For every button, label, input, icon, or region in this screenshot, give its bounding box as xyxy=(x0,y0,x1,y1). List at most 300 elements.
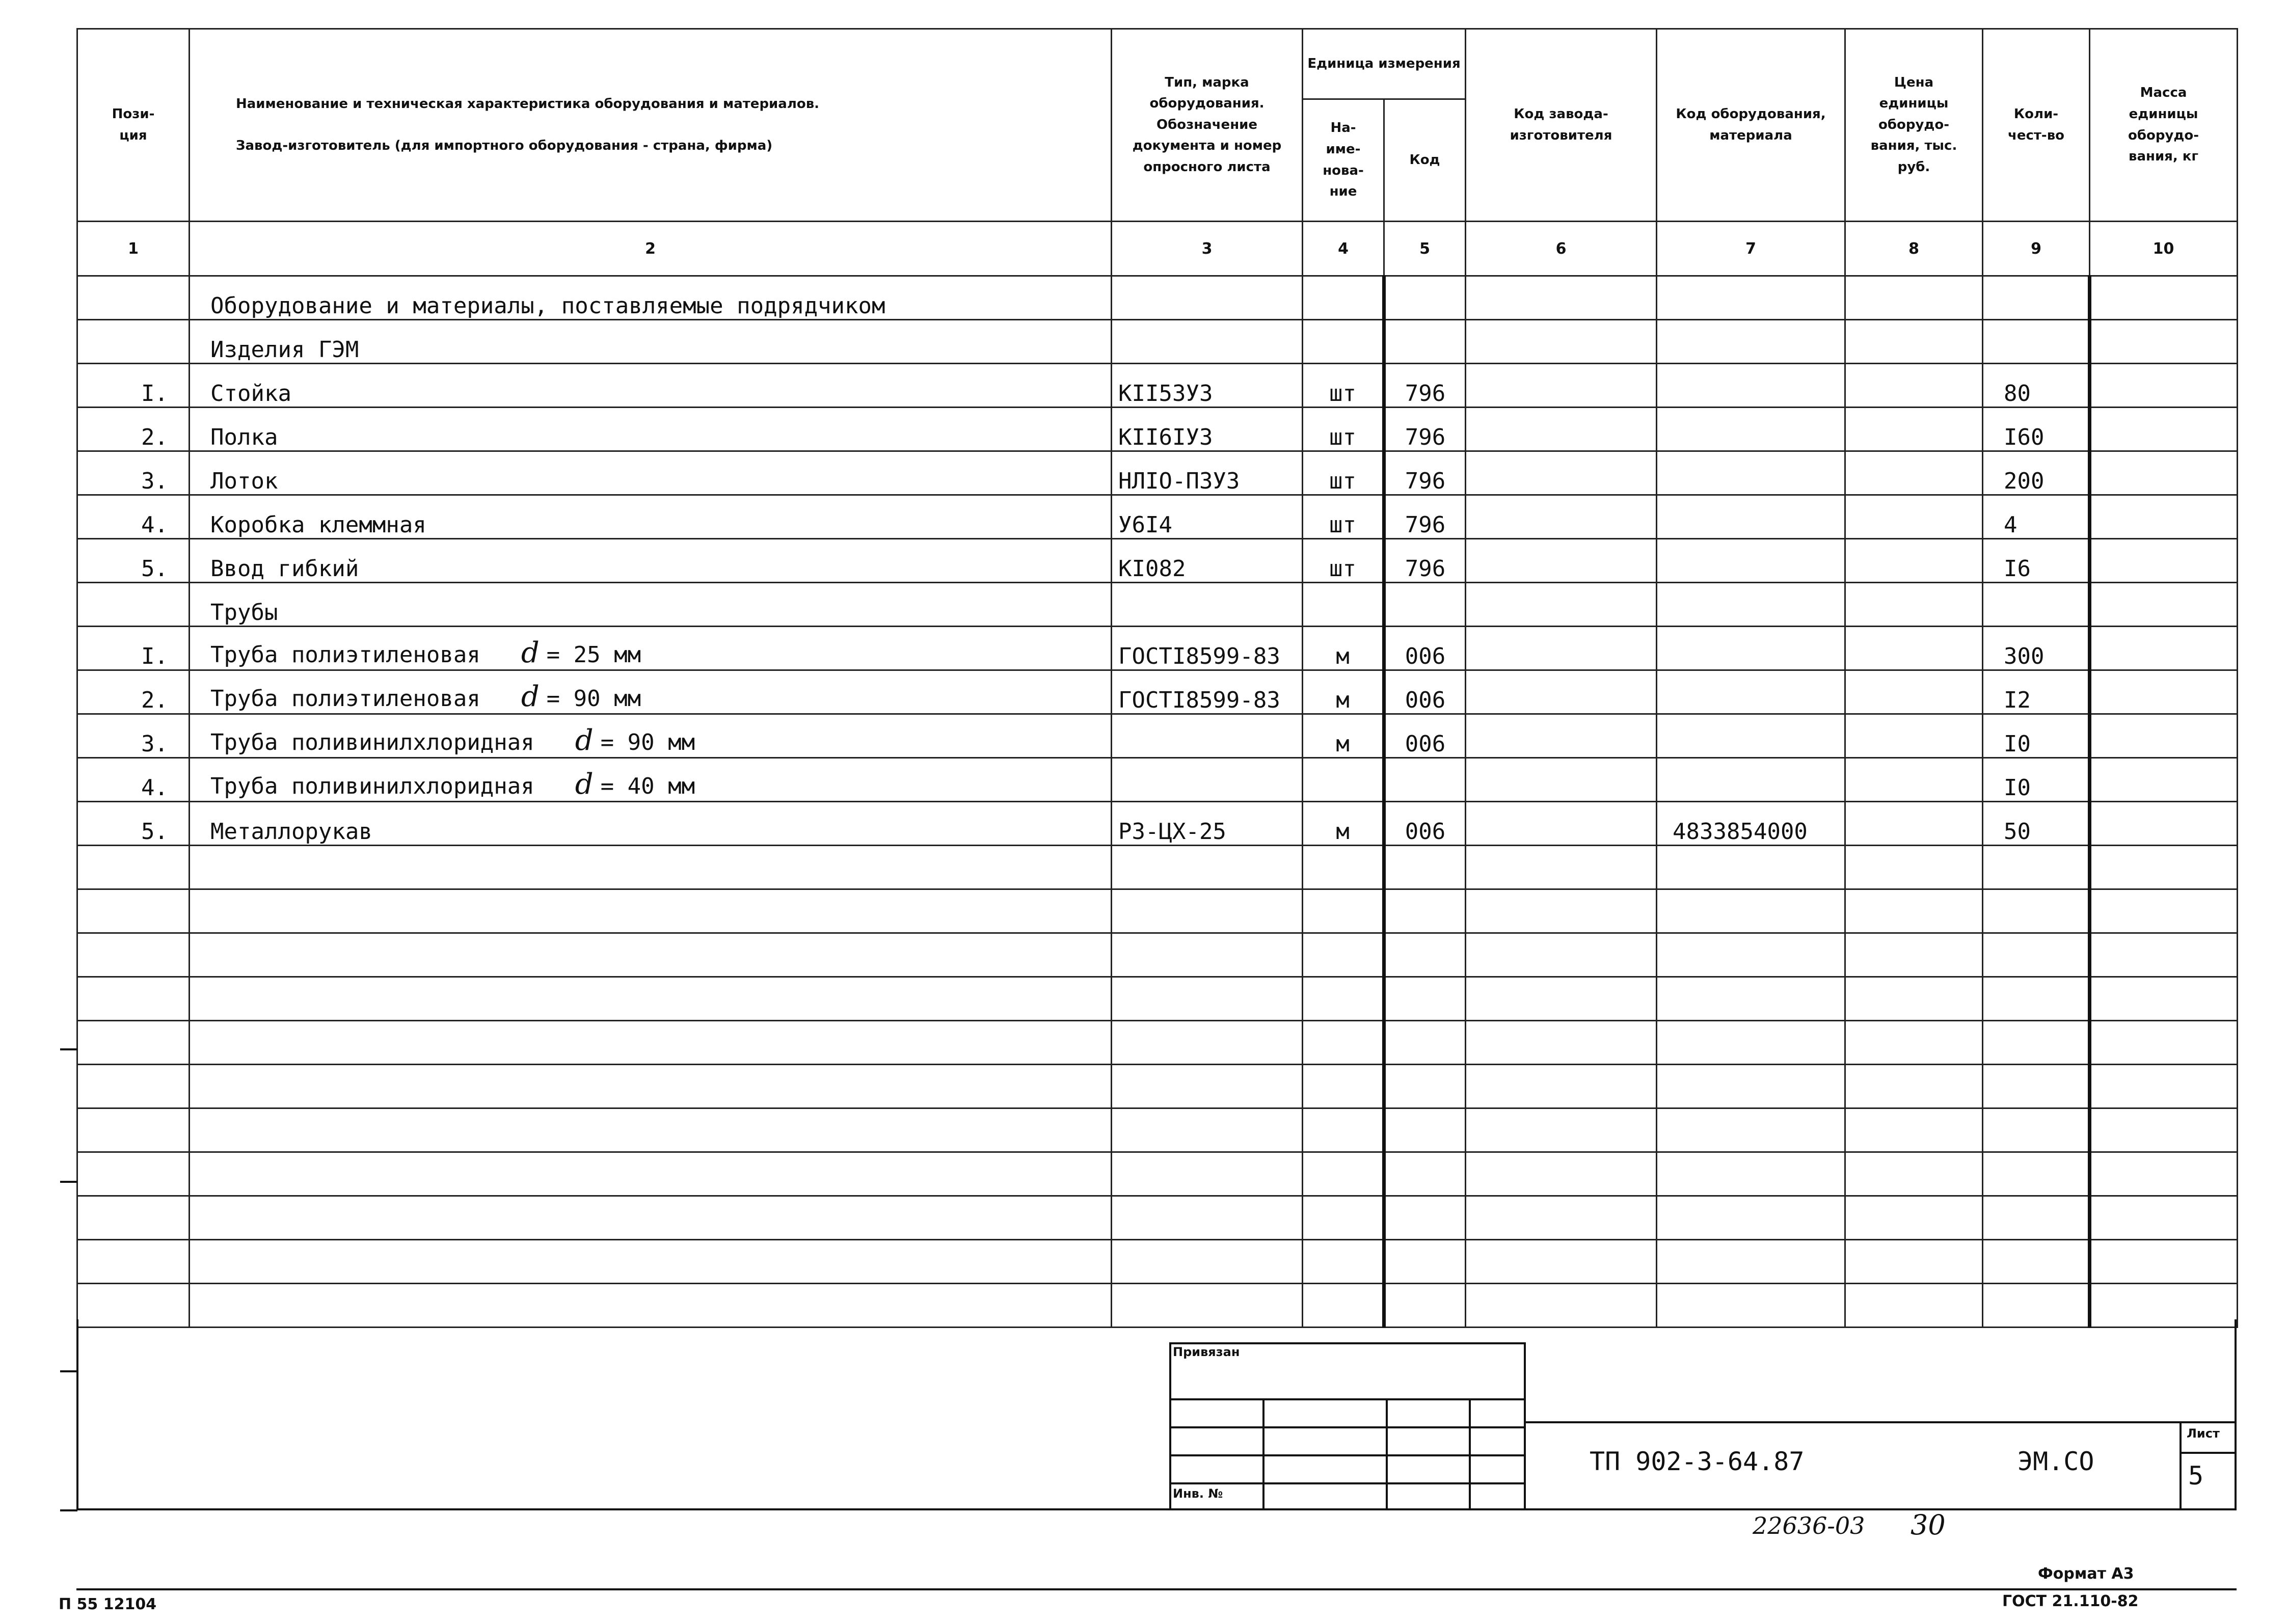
row-name xyxy=(190,364,1112,408)
header-name: Наименование и техническая характеристика оборудования и материалов. Завод-изготовитель (для импортного оборудования - страна, фирма) xyxy=(190,29,1112,222)
empty-cell xyxy=(190,977,1112,1021)
row-type xyxy=(1112,583,1303,627)
empty-cell xyxy=(1303,1021,1384,1065)
row-mass xyxy=(2090,714,2238,758)
empty-cell xyxy=(2090,1196,2238,1240)
row-type: ГОСТI8599-83 xyxy=(1112,670,1303,714)
row-mass xyxy=(2090,451,2238,495)
row-maker-code xyxy=(1466,320,1657,364)
row-unit-code: 006 xyxy=(1384,670,1466,714)
table-row xyxy=(77,714,2238,758)
item-name: Полка xyxy=(210,424,278,450)
empty-cell xyxy=(190,1240,1112,1284)
row-position: 5. xyxy=(77,802,190,846)
stamp-line xyxy=(1169,1482,1526,1484)
item-name: Лоток xyxy=(210,468,278,494)
empty-cell xyxy=(1112,1152,1303,1196)
row-mass xyxy=(2090,364,2238,408)
col-number: 9 xyxy=(1983,222,2090,276)
row-position: 4. xyxy=(77,495,190,539)
empty-cell xyxy=(1384,889,1466,933)
empty-cell xyxy=(2090,933,2238,977)
header-type: Тип, марка оборудования. Обозначение документа и номер опросного листа xyxy=(1112,29,1303,222)
empty-cell xyxy=(1657,1108,1845,1152)
col-number: 3 xyxy=(1112,222,1303,276)
margin-tick xyxy=(60,1370,77,1372)
row-equipment-code xyxy=(1657,583,1845,627)
margin-tick xyxy=(60,1509,77,1511)
table-row xyxy=(77,276,2238,320)
empty-row xyxy=(77,1065,2238,1108)
table-row xyxy=(77,627,2238,670)
empty-cell xyxy=(190,933,1112,977)
empty-cell xyxy=(1303,1065,1384,1108)
empty-cell xyxy=(77,846,190,889)
empty-cell xyxy=(1384,933,1466,977)
item-name: Труба полиэтиленовая xyxy=(210,642,480,668)
row-maker-code xyxy=(1466,627,1657,670)
stamp-line xyxy=(1469,1398,1471,1510)
row-price xyxy=(1845,408,1983,451)
row-price xyxy=(1845,320,1983,364)
row-equipment-code xyxy=(1657,451,1845,495)
row-price xyxy=(1845,670,1983,714)
row-unit-code: 796 xyxy=(1384,539,1466,583)
row-type: НЛIО-П3У3 xyxy=(1112,451,1303,495)
stamp-line xyxy=(1169,1426,1526,1428)
row-maker-code xyxy=(1466,714,1657,758)
table-row xyxy=(77,451,2238,495)
empty-cell xyxy=(1466,1021,1657,1065)
row-position: 2. xyxy=(77,670,190,714)
empty-cell xyxy=(1845,1108,1983,1152)
empty-row xyxy=(77,1021,2238,1065)
row-quantity: I2 xyxy=(1983,670,2090,714)
col-number: 10 xyxy=(2090,222,2238,276)
row-quantity: I0 xyxy=(1983,758,2090,802)
row-equipment-code xyxy=(1657,714,1845,758)
diameter-value: = 40 мм xyxy=(600,773,695,799)
empty-cell xyxy=(1983,977,2090,1021)
row-unit xyxy=(1303,583,1384,627)
row-equipment-code xyxy=(1657,364,1845,408)
empty-cell xyxy=(1303,889,1384,933)
empty-row xyxy=(77,1196,2238,1240)
stamp-line xyxy=(1262,1398,1264,1510)
empty-cell xyxy=(1384,1152,1466,1196)
row-price xyxy=(1845,451,1983,495)
diameter-value: = 25 мм xyxy=(546,642,641,668)
sheet-number: 5 xyxy=(2188,1461,2204,1491)
col-number: 1 xyxy=(77,222,190,276)
row-price xyxy=(1845,802,1983,846)
empty-cell xyxy=(77,1021,190,1065)
item-name: Труба поливинилхлоридная xyxy=(210,729,534,755)
row-name xyxy=(190,583,1112,627)
col-number: 5 xyxy=(1384,222,1466,276)
row-type: КII6IУ3 xyxy=(1112,408,1303,451)
empty-cell xyxy=(1657,977,1845,1021)
empty-cell xyxy=(1112,1240,1303,1284)
row-price xyxy=(1845,714,1983,758)
row-quantity: I0 xyxy=(1983,714,2090,758)
col-number: 8 xyxy=(1845,222,1983,276)
empty-cell xyxy=(1112,1108,1303,1152)
empty-row xyxy=(77,889,2238,933)
item-name: Трубы xyxy=(210,600,278,626)
document-number: ТП 902-3-64.87 xyxy=(1590,1447,1805,1476)
stamp-line xyxy=(1169,1398,1526,1400)
diameter-symbol: d xyxy=(575,768,594,801)
empty-cell xyxy=(1303,1152,1384,1196)
row-name xyxy=(190,408,1112,451)
empty-cell xyxy=(1303,933,1384,977)
footer-line xyxy=(76,1588,2237,1590)
handwritten-order: 22636-03 xyxy=(1753,1512,1865,1539)
empty-cell xyxy=(1983,1108,2090,1152)
empty-cell xyxy=(77,1240,190,1284)
col-number: 7 xyxy=(1657,222,1845,276)
stamp-line xyxy=(1169,1454,1526,1456)
row-position xyxy=(77,276,190,320)
empty-cell xyxy=(190,846,1112,889)
table-row xyxy=(77,408,2238,451)
header-maker-code: Код завода-изготовителя xyxy=(1466,29,1657,222)
empty-cell xyxy=(1112,846,1303,889)
table-row xyxy=(77,758,2238,802)
item-name: Ввод гибкий xyxy=(210,556,359,582)
empty-row xyxy=(77,1152,2238,1196)
empty-cell xyxy=(190,1021,1112,1065)
row-mass xyxy=(2090,495,2238,539)
row-unit-code xyxy=(1384,276,1466,320)
empty-cell xyxy=(1657,846,1845,889)
empty-cell xyxy=(77,1196,190,1240)
row-quantity xyxy=(1983,320,2090,364)
row-unit-code: 796 xyxy=(1384,451,1466,495)
row-name xyxy=(190,495,1112,539)
row-maker-code xyxy=(1466,495,1657,539)
empty-cell xyxy=(1303,1108,1384,1152)
row-equipment-code: 4833854000 xyxy=(1657,802,1845,846)
empty-cell xyxy=(1845,1021,1983,1065)
row-position: I. xyxy=(77,364,190,408)
row-name xyxy=(190,670,1112,714)
row-equipment-code xyxy=(1657,539,1845,583)
item-name: Стойка xyxy=(210,381,291,407)
margin-tick xyxy=(60,1181,77,1183)
empty-cell xyxy=(77,889,190,933)
row-unit-code: 006 xyxy=(1384,714,1466,758)
header-row xyxy=(77,29,2238,99)
header-unit-group: Единица измерения xyxy=(1303,29,1466,99)
row-name xyxy=(190,802,1112,846)
empty-cell xyxy=(1112,977,1303,1021)
empty-cell xyxy=(1466,1065,1657,1108)
row-unit: м xyxy=(1303,670,1384,714)
row-position: 2. xyxy=(77,408,190,451)
row-name xyxy=(190,276,1112,320)
row-quantity: 80 xyxy=(1983,364,2090,408)
row-equipment-code xyxy=(1657,320,1845,364)
row-maker-code xyxy=(1466,758,1657,802)
item-name: Коробка клеммная xyxy=(210,512,426,538)
diameter-symbol: d xyxy=(521,636,540,669)
row-unit: шт xyxy=(1303,451,1384,495)
empty-cell xyxy=(1845,933,1983,977)
row-unit: м xyxy=(1303,802,1384,846)
row-quantity: 4 xyxy=(1983,495,2090,539)
document-mark: ЭМ.СО xyxy=(2017,1447,2094,1476)
empty-cell xyxy=(190,1065,1112,1108)
empty-cell xyxy=(1657,889,1845,933)
empty-cell xyxy=(1112,1196,1303,1240)
row-maker-code xyxy=(1466,451,1657,495)
empty-cell xyxy=(190,889,1112,933)
row-name xyxy=(190,627,1112,670)
row-maker-code xyxy=(1466,364,1657,408)
empty-cell xyxy=(1983,1065,2090,1108)
header-quantity: Коли-чест-во xyxy=(1983,29,2090,222)
empty-cell xyxy=(1845,1240,1983,1284)
empty-cell xyxy=(1466,889,1657,933)
row-mass xyxy=(2090,276,2238,320)
specification-table xyxy=(76,28,2238,1328)
row-quantity: I6 xyxy=(1983,539,2090,583)
table-row xyxy=(77,495,2238,539)
column-number-row xyxy=(77,222,2238,276)
row-type xyxy=(1112,758,1303,802)
empty-cell xyxy=(1384,1196,1466,1240)
row-mass xyxy=(2090,627,2238,670)
empty-cell xyxy=(1384,1240,1466,1284)
inventory-label: Инв. № xyxy=(1173,1486,1223,1501)
row-mass xyxy=(2090,802,2238,846)
empty-cell xyxy=(190,1196,1112,1240)
row-position: 4. xyxy=(77,758,190,802)
empty-cell xyxy=(2090,889,2238,933)
empty-cell xyxy=(1845,1065,1983,1108)
row-equipment-code xyxy=(1657,495,1845,539)
table-row xyxy=(77,802,2238,846)
row-name xyxy=(190,714,1112,758)
empty-cell xyxy=(1466,1240,1657,1284)
row-maker-code xyxy=(1466,539,1657,583)
empty-cell xyxy=(1983,846,2090,889)
row-quantity: 300 xyxy=(1983,627,2090,670)
empty-cell xyxy=(1112,1021,1303,1065)
empty-cell xyxy=(1466,1108,1657,1152)
row-type: У6I4 xyxy=(1112,495,1303,539)
row-unit: шт xyxy=(1303,408,1384,451)
header-mass: Масса единицы оборудо-вания, кг xyxy=(2090,29,2238,222)
empty-cell xyxy=(1845,846,1983,889)
row-quantity: I60 xyxy=(1983,408,2090,451)
row-position xyxy=(77,320,190,364)
row-quantity xyxy=(1983,276,2090,320)
item-name: Труба поливинилхлоридная xyxy=(210,773,534,799)
row-equipment-code xyxy=(1657,670,1845,714)
empty-cell xyxy=(1466,1152,1657,1196)
header-price: Цена единицы оборудо-вания, тыс. руб. xyxy=(1845,29,1983,222)
empty-cell xyxy=(1303,1240,1384,1284)
empty-cell xyxy=(2090,977,2238,1021)
table-row xyxy=(77,670,2238,714)
empty-row xyxy=(77,1108,2238,1152)
empty-row xyxy=(77,1240,2238,1284)
row-unit: шт xyxy=(1303,495,1384,539)
row-position: I. xyxy=(77,627,190,670)
row-unit-code xyxy=(1384,758,1466,802)
col-number: 6 xyxy=(1466,222,1657,276)
empty-cell xyxy=(2090,846,2238,889)
empty-cell xyxy=(1466,977,1657,1021)
row-price xyxy=(1845,758,1983,802)
empty-cell xyxy=(1303,1196,1384,1240)
row-maker-code xyxy=(1466,802,1657,846)
empty-cell xyxy=(1983,1021,2090,1065)
row-price xyxy=(1845,364,1983,408)
row-name xyxy=(190,451,1112,495)
row-maker-code xyxy=(1466,670,1657,714)
row-mass xyxy=(2090,408,2238,451)
row-mass xyxy=(2090,583,2238,627)
empty-cell xyxy=(77,1108,190,1152)
diameter-value: = 90 мм xyxy=(600,729,695,755)
row-unit: шт xyxy=(1303,364,1384,408)
stamp-line xyxy=(2180,1452,2237,1454)
row-unit-code xyxy=(1384,583,1466,627)
row-unit-code: 796 xyxy=(1384,408,1466,451)
header-position: Пози- ция xyxy=(77,29,190,222)
row-type xyxy=(1112,276,1303,320)
empty-cell xyxy=(1983,1152,2090,1196)
row-mass xyxy=(2090,539,2238,583)
header-unit-code: Код xyxy=(1384,99,1466,222)
item-name: Оборудование и материалы, поставляемые подрядчиком xyxy=(210,293,885,319)
empty-cell xyxy=(1384,1108,1466,1152)
row-maker-code xyxy=(1466,408,1657,451)
sheet-label: Лист xyxy=(2187,1426,2220,1441)
empty-cell xyxy=(1384,1021,1466,1065)
row-mass xyxy=(2090,320,2238,364)
footer-left: П 55 12104 xyxy=(59,1595,157,1613)
row-name xyxy=(190,320,1112,364)
diameter-symbol: d xyxy=(575,724,594,757)
table-row xyxy=(77,583,2238,627)
empty-cell xyxy=(1657,1240,1845,1284)
empty-cell xyxy=(1983,889,2090,933)
table-row xyxy=(77,320,2238,364)
empty-cell xyxy=(1657,1152,1845,1196)
row-type xyxy=(1112,320,1303,364)
row-unit xyxy=(1303,320,1384,364)
row-position: 3. xyxy=(77,714,190,758)
row-unit-code: 006 xyxy=(1384,802,1466,846)
empty-row xyxy=(77,846,2238,889)
empty-cell xyxy=(77,1065,190,1108)
row-equipment-code xyxy=(1657,758,1845,802)
diameter-value: = 90 мм xyxy=(546,686,641,712)
row-unit xyxy=(1303,758,1384,802)
empty-cell xyxy=(1657,933,1845,977)
row-name xyxy=(190,539,1112,583)
empty-cell xyxy=(1657,1021,1845,1065)
item-name: Изделия ГЭМ xyxy=(210,337,359,363)
item-name: Труба полиэтиленовая xyxy=(210,686,480,712)
row-type: КI082 xyxy=(1112,539,1303,583)
empty-cell xyxy=(2090,1021,2238,1065)
empty-cell xyxy=(2090,1240,2238,1284)
row-type: ГОСТI8599-83 xyxy=(1112,627,1303,670)
footer-standard: ГОСТ 21.110-82 xyxy=(2002,1592,2139,1610)
footer-format: Формат А3 xyxy=(2038,1565,2134,1583)
row-name xyxy=(190,758,1112,802)
col-number: 2 xyxy=(190,222,1112,276)
row-unit: м xyxy=(1303,714,1384,758)
empty-cell xyxy=(77,933,190,977)
row-position: 3. xyxy=(77,451,190,495)
empty-cell xyxy=(1384,1065,1466,1108)
row-maker-code xyxy=(1466,276,1657,320)
row-unit-code: 796 xyxy=(1384,364,1466,408)
empty-cell xyxy=(1112,1065,1303,1108)
row-position: 5. xyxy=(77,539,190,583)
row-price xyxy=(1845,495,1983,539)
empty-cell xyxy=(2090,1152,2238,1196)
item-name: Металлорукав xyxy=(210,819,372,845)
empty-cell xyxy=(1384,846,1466,889)
row-quantity: 200 xyxy=(1983,451,2090,495)
row-unit-code: 796 xyxy=(1384,495,1466,539)
empty-row xyxy=(77,977,2238,1021)
empty-cell xyxy=(2090,1065,2238,1108)
row-price xyxy=(1845,276,1983,320)
row-price xyxy=(1845,627,1983,670)
header-unit-name: На-име-нова-ние xyxy=(1303,99,1384,222)
row-unit: шт xyxy=(1303,539,1384,583)
empty-cell xyxy=(1983,1240,2090,1284)
empty-cell xyxy=(1657,1065,1845,1108)
row-price xyxy=(1845,583,1983,627)
diameter-symbol: d xyxy=(521,680,540,713)
col-number: 4 xyxy=(1303,222,1384,276)
empty-cell xyxy=(77,1152,190,1196)
row-maker-code xyxy=(1466,583,1657,627)
empty-cell xyxy=(1466,846,1657,889)
header-equipment-code: Код оборудования, материала xyxy=(1657,29,1845,222)
empty-cell xyxy=(1845,889,1983,933)
empty-cell xyxy=(1845,1196,1983,1240)
row-quantity xyxy=(1983,583,2090,627)
empty-cell xyxy=(1845,1152,1983,1196)
empty-cell xyxy=(1384,977,1466,1021)
empty-cell xyxy=(1657,1196,1845,1240)
row-unit xyxy=(1303,276,1384,320)
table-row xyxy=(77,364,2238,408)
handwritten-page: 30 xyxy=(1911,1509,1946,1541)
empty-cell xyxy=(1983,1196,2090,1240)
empty-row xyxy=(77,933,2238,977)
row-price xyxy=(1845,539,1983,583)
empty-cell xyxy=(2090,1108,2238,1152)
empty-cell xyxy=(1112,933,1303,977)
empty-cell xyxy=(1112,889,1303,933)
empty-cell xyxy=(1466,1196,1657,1240)
row-type: Р3-ЦХ-25 xyxy=(1112,802,1303,846)
row-position xyxy=(77,583,190,627)
row-equipment-code xyxy=(1657,276,1845,320)
